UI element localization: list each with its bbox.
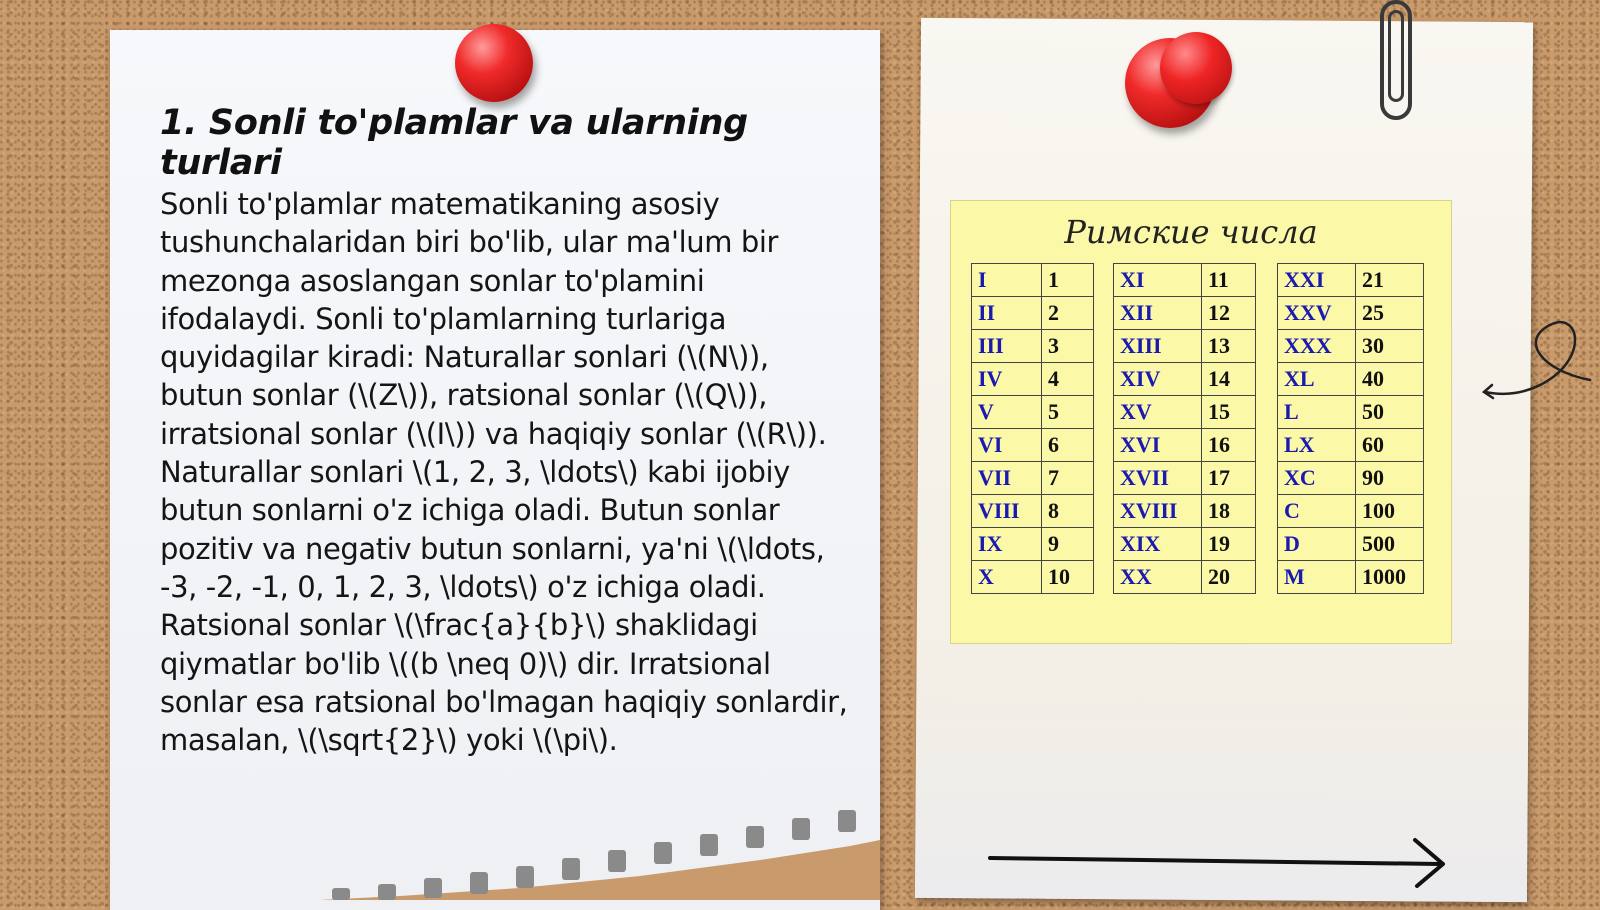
roman-numeral-cell: XV xyxy=(1114,396,1202,429)
arabic-number-cell: 6 xyxy=(1042,429,1094,462)
roman-row xyxy=(972,561,1094,594)
swirl-arrow-icon xyxy=(1480,310,1600,410)
roman-numeral-cell: XIII xyxy=(1114,330,1202,363)
roman-row xyxy=(972,363,1094,396)
roman-row xyxy=(1278,495,1424,528)
roman-numeral-cell: XL xyxy=(1278,363,1356,396)
slide-body-text: Sonli to'plamlar matematikaning asosiy tushunchalaridan biri bo'lib, ular ma'lum bir mezonga asoslangan sonlar to'plamini ifodalaydi. Sonli to'plamlarning turlariga quyidagilar kiradi: Naturallar sonlari (\(N\)), butun sonlar (\(Z\)), ratsional sonlar (\(Q\)), irratsional sonlar (\(I\)) va haqiqiy sonlar (\(R\)). Naturallar sonlari \(1, 2, 3, \ldots\) kabi ijobiy butun sonlarni o'z ichiga oladi. Butun sonlar pozitiv va negativ butun sonlarni, ya'ni \(\ldots, -3, -2, -1, 0, 1, 2, 3, \ldots\) o'z ichiga oladi. Ratsional sonlar \(\frac{a}{b}\) shaklidagi qiymatlar bo'lib \((b \neq 0)\) dir. Irratsional sonlar esa ratsional bo'lmagan haqiqiy sonlardir, masalan, \(\sqrt{2}\) yoki \(\pi\). xyxy=(160,187,848,758)
roman-row xyxy=(1278,429,1424,462)
arabic-number-cell: 13 xyxy=(1202,330,1256,363)
arabic-number-cell: 50 xyxy=(1356,396,1424,429)
roman-row xyxy=(1278,462,1424,495)
roman-numeral-cell: LX xyxy=(1278,429,1356,462)
roman-numeral-cell: VI xyxy=(972,429,1042,462)
roman-row xyxy=(1114,264,1256,297)
arrow-icon xyxy=(985,830,1455,890)
arabic-number-cell: 7 xyxy=(1042,462,1094,495)
roman-row xyxy=(1114,561,1256,594)
roman-numeral-cell: XVI xyxy=(1114,429,1202,462)
roman-row xyxy=(1114,297,1256,330)
roman-row xyxy=(972,297,1094,330)
arabic-number-cell: 60 xyxy=(1356,429,1424,462)
roman-numeral-cell: XC xyxy=(1278,462,1356,495)
roman-numeral-cell: III xyxy=(972,330,1042,363)
roman-numeral-cell: XVII xyxy=(1114,462,1202,495)
arabic-number-cell: 40 xyxy=(1356,363,1424,396)
arabic-number-cell: 4 xyxy=(1042,363,1094,396)
pushpin-left-icon xyxy=(455,24,533,102)
roman-row xyxy=(1114,330,1256,363)
roman-row xyxy=(1278,330,1424,363)
roman-row xyxy=(1278,561,1424,594)
arabic-number-cell: 25 xyxy=(1356,297,1424,330)
arabic-number-cell: 500 xyxy=(1356,528,1424,561)
roman-row xyxy=(1114,363,1256,396)
roman-row xyxy=(1114,429,1256,462)
arabic-number-cell: 15 xyxy=(1202,396,1256,429)
pushpin-head-icon xyxy=(1160,32,1232,104)
roman-row xyxy=(972,264,1094,297)
roman-numeral-cell: XIV xyxy=(1114,363,1202,396)
arabic-number-cell: 8 xyxy=(1042,495,1094,528)
roman-numeral-cell: D xyxy=(1278,528,1356,561)
roman-numeral-cell: XI xyxy=(1114,264,1202,297)
arabic-number-cell: 18 xyxy=(1202,495,1256,528)
roman-row xyxy=(972,495,1094,528)
roman-row xyxy=(972,528,1094,561)
arabic-number-cell: 14 xyxy=(1202,363,1256,396)
roman-row xyxy=(1278,363,1424,396)
roman-table-3 xyxy=(1277,263,1424,594)
arabic-number-cell: 30 xyxy=(1356,330,1424,363)
roman-numerals-image xyxy=(950,200,1452,644)
roman-numeral-cell: M xyxy=(1278,561,1356,594)
roman-row xyxy=(1114,462,1256,495)
roman-row xyxy=(1278,528,1424,561)
roman-numeral-cell: IV xyxy=(972,363,1042,396)
slide-title: 1. Sonli to'plamlar va ularning turlari xyxy=(160,103,748,183)
arabic-number-cell: 100 xyxy=(1356,495,1424,528)
arabic-number-cell: 90 xyxy=(1356,462,1424,495)
paperclip-inner-icon xyxy=(1388,10,1404,102)
roman-row xyxy=(1114,528,1256,561)
roman-numeral-cell: VIII xyxy=(972,495,1042,528)
roman-numeral-cell: VII xyxy=(972,462,1042,495)
roman-row xyxy=(1278,396,1424,429)
roman-numeral-cell: XX xyxy=(1114,561,1202,594)
arabic-number-cell: 11 xyxy=(1202,264,1256,297)
arabic-number-cell: 21 xyxy=(1356,264,1424,297)
roman-row xyxy=(1278,264,1424,297)
roman-numeral-cell: XXV xyxy=(1278,297,1356,330)
arabic-number-cell: 16 xyxy=(1202,429,1256,462)
roman-table-1 xyxy=(971,263,1094,594)
arabic-number-cell: 5 xyxy=(1042,396,1094,429)
roman-row xyxy=(1114,396,1256,429)
arabic-number-cell: 10 xyxy=(1042,561,1094,594)
roman-numeral-cell: X xyxy=(972,561,1042,594)
arabic-number-cell: 20 xyxy=(1202,561,1256,594)
roman-row xyxy=(972,396,1094,429)
roman-numeral-cell: II xyxy=(972,297,1042,330)
roman-numeral-cell: XII xyxy=(1114,297,1202,330)
roman-row xyxy=(972,462,1094,495)
arabic-number-cell: 17 xyxy=(1202,462,1256,495)
roman-numeral-cell: V xyxy=(972,396,1042,429)
roman-numeral-cell: XXX xyxy=(1278,330,1356,363)
roman-numeral-cell: XIX xyxy=(1114,528,1202,561)
roman-row xyxy=(1278,297,1424,330)
roman-table-2 xyxy=(1113,263,1256,594)
arabic-number-cell: 3 xyxy=(1042,330,1094,363)
roman-numeral-cell: C xyxy=(1278,495,1356,528)
roman-numeral-cell: XXI xyxy=(1278,264,1356,297)
roman-row xyxy=(972,429,1094,462)
roman-row xyxy=(1114,495,1256,528)
arabic-number-cell: 1000 xyxy=(1356,561,1424,594)
torn-paper-edge-icon xyxy=(320,800,880,900)
arabic-number-cell: 2 xyxy=(1042,297,1094,330)
roman-numeral-cell: XVIII xyxy=(1114,495,1202,528)
roman-numeral-cell: IX xyxy=(972,528,1042,561)
roman-numeral-cell: L xyxy=(1278,396,1356,429)
roman-numeral-cell: I xyxy=(972,264,1042,297)
arabic-number-cell: 9 xyxy=(1042,528,1094,561)
roman-image-title: Римские числа xyxy=(1064,213,1318,251)
roman-row xyxy=(972,330,1094,363)
arabic-number-cell: 19 xyxy=(1202,528,1256,561)
arabic-number-cell: 1 xyxy=(1042,264,1094,297)
arabic-number-cell: 12 xyxy=(1202,297,1256,330)
